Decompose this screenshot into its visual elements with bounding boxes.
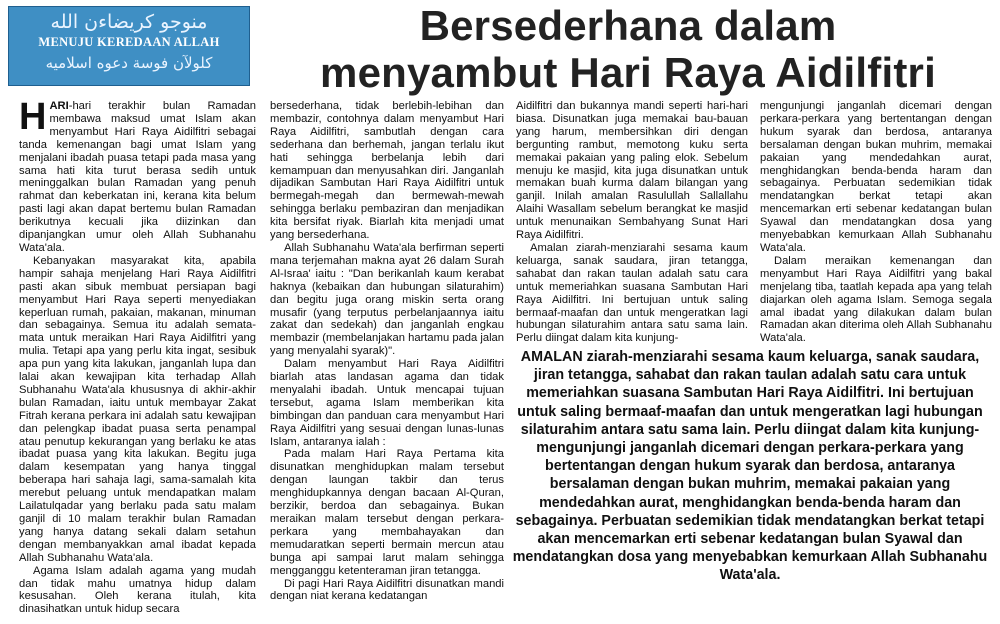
headline-line-2: menyambut Hari Raya Aidilfitri — [320, 49, 936, 96]
paragraph: Agama Islam adalah agama yang mudah dan tidak mahu umatnya hidup dalam kesusahan. Oleh kerana itulah, kita dinasihatkan untuk hidup secara — [19, 564, 256, 616]
logo-latin-title: MENUJU KEREDAAN ALLAH — [38, 35, 220, 49]
drop-cap: H — [19, 96, 47, 138]
paragraph: Dalam meraikan kemenangan dan menyambut Hari Raya Aidilfitri yang bakal menjelang tiba, taatlah kepada apa yang telah diajarkan oleh agama Islam. Semoga segala amal ibadat yang dilakukan dalam bulan Ramadan akan diterima oleh Allah Subhanahu Wata'ala. — [760, 254, 992, 345]
article-column-2 — [270, 100, 504, 603]
headline-line-1: Bersederhana dalam — [419, 2, 837, 49]
paragraph: bersederhana, tidak berlebih-lebihan dan membazir, contohnya dalam menyambut Hari Raya Aidilfitri, sambutlah dengan cara sederhana dan berhemah, jangan terlalu ikut hati sehingga berbelanja lebih dari kemampuan dan menyusahkan diri. Janganlah dijadikan Sambutan Hari Raya Aidilfitri untuk bermegah-megah dan bermewah-mewah sehingga berlaku pembaziran dan menjadikan kita bersifat riyak. Biarlah kita menjadi umat yang bersederhana. — [270, 100, 504, 242]
article-column-3 — [516, 100, 748, 345]
paragraph: Aidilfitri dan bukannya mandi seperti hari-hari biasa. Disunatkan juga memakai bau-bauan yang harum, membersihkan diri dengan bergunting rambut, memotong kuku serta memakai pakaian yang paling elok. Sebelum menuju ke masjid, kita juga disunatkan untuk memakan buah kurma dalam bilangan yang ganjil. Inilah amalan Rasulullah Sallallahu Alaihi Wasallam sebelum berangkat ke masjid untuk menunaikan Sembahyang Sunat Hari Raya Aidilfitri. — [516, 100, 748, 242]
lead-word: ARI — [49, 100, 69, 112]
paragraph: Pada malam Hari Raya Pertama kita disunatkan menghidupkan malam tersebut dengan laungan takbir dan terus menghidupkannya dengan bacaan Al-Quran, berzikir, berdoa dan sebagainya. Bukan meraikan malam tersebut dengan perkara-perkara yang membahayakan dan memudaratkan seperti bermain mercun atau bunga api sampai larut malam sehingga mengganggu ketenteraman jiran tetangga. — [270, 448, 504, 577]
logo-arabic-subtitle: كلولآن فوسة دعوه اسلاميه — [45, 54, 213, 72]
paragraph: Di pagi Hari Raya Aidilfitri disunatkan mandi dengan niat kerana kedatangan — [270, 577, 504, 603]
paragraph: Amalan ziarah-menziarahi sesama kaum keluarga, sanak saudara, jiran tetangga, sahabat dan rakan taulan adalah satu cara untuk memeriahkan suasana Sambutan Hari Raya Aidilfitri. Ini bertujuan untuk saling bermaaf-maafan dan untuk mengeratkan lagi hubungan silaturahim antara satu sama lain. Perlu diingat dalam kita kunjung- — [516, 241, 748, 345]
article-column-1 — [19, 96, 256, 616]
article-column-4 — [760, 100, 992, 345]
paragraph: Kebanyakan masyarakat kita, apabila hampir sahaja menjelang Hari Raya Aidilfitri pasti akan sibuk membuat persiapan bagi menyambut Hari Raya seperti menyediakan keperluan rumah, pakaian, makanan, minuman dan sebagainya. Semua itu adalah semata-mata untuk meraikan Hari Raya Aidilfitri yang mulia. Tetapi apa yang perlu kita ingat, sesibuk apa pun yang kita lakukan, janganlah lupa dan lalai akan kewajipan kita terhadap Allah Subhanahu Wata'ala khususnya di akhir-akhir bulan Ramadan, iaitu untuk membayar Zakat Fitrah kerana perkara ini adalah satu kewajipan dan pelengkap ibadat puasa serta penampal atau penutup kekurangan yang berlaku ke atas ibadat puasa yang kita lakukan. Begitu juga dalam kesempatan yang hanya tinggal beberapa hari sahaja lagi, sama-samalah kita merebut peluang untuk mendapatkan malam Lailatulqadar yang berlaku pada satu malam ganjil di 10 malam terakhir bulan Ramadan yang hanya datang sekali dalam setahun dengan membanyakkan amal ibadat kepada Allah Subhanahu Wata'ala. — [19, 254, 256, 564]
paragraph: Allah Subhanahu Wata'ala berfirman seperti mana terjemahan makna ayat 26 dalam Surah Al-Israa' iaitu : "Dan berikanlah kaum kerabat haknya (kebaikan dan hubungan silaturahim) dan begitu juga orang miskin serta orang musafir (yang terputus perbelanjaannya iaitu zakat dan sedekah) dan janganlah engkau membazir (membelanjakan hartamu pada jalan yang menyalahi syarak)". — [270, 241, 504, 358]
paragraph: mengunjungi janganlah dicemari dengan perkara-perkara yang bertentangan dengan hukum syarak dan berdosa, antaranya bersalaman dengan bukan muhrim, memakai pakaian yang mendedahkan aurat, menghidangkan benda-benda haram dan sebagainya. Perbuatan sedemikian tidak mendatangkan berkat tetapi akan mencemarkan erti sebenar kedatangan bulan Syawal dan mendatangkan dosa yang menyebabkan kemurkaan Allah Subhanahu Wata'ala. — [760, 100, 992, 254]
logo-arabic-title: منوجو كريضاءن الله — [50, 11, 208, 33]
paragraph: Dalam menyambut Hari Raya Aidilfitri biarlah atas landasan agama dan tidak menyalahi ibadah. Untuk mencapai tujuan tersebut, agama Islam memberikan kita bimbingan dan panduan cara menyambut Hari Raya Aidilfitri yang sesuai dengan lunas-lunas Islam, antaranya ialah : — [270, 358, 504, 448]
column-logo-banner — [8, 6, 250, 86]
pull-quote: AMALAN ziarah-menziarahi sesama kaum keluarga, sanak saudara, jiran tetangga, sahabat dan rakan taulan adalah satu cara untuk memeriahkan suasana Sambutan Hari Raya Aidilfitri. Ini bertujuan untuk saling bermaaf-maafan dan untuk mengeratkan lagi hubungan silaturahim antara satu sama lain. Perlu diingat dalam kita kunjung-mengunjungi janganlah dicemari dengan perkara-perkara yang bertentangan dengan hukum syarak dan berdosa, antaranya bersalaman dengan bukan muhrim, memakai pakaian yang mendedahkan aurat, menghidangkan benda-benda haram dan sebagainya. Perbuatan sedemikian tidak mendatangkan berkat tetapi akan mencemarkan erti sebenar kedatangan bulan Syawal dan mendatangkan dosa yang menyebabkan kemurkaan Allah Subhanahu Wata'ala. — [512, 349, 988, 584]
paragraph-text: -hari terakhir bulan Ramadan membawa maksud umat Islam akan menyambut Hari Raya Aidilfitri sebagai tanda kemenangan bagi umat Islam yang menjalani ibadah puasa tetapi pada masa yang sama hati kita turut berasa sedih untuk meninggalkan bulan Ramadan yang penuh rahmat dan keberkatan ini, kerana kita belum pasti lagi akan dapat bertemu bulan Ramadan berikutnya kecuali jika diizinkan dan dipanjangkan umur oleh Allah Subhanahu Wata'ala. — [19, 100, 256, 254]
article-headline — [262, 2, 994, 96]
paragraph — [19, 96, 256, 255]
